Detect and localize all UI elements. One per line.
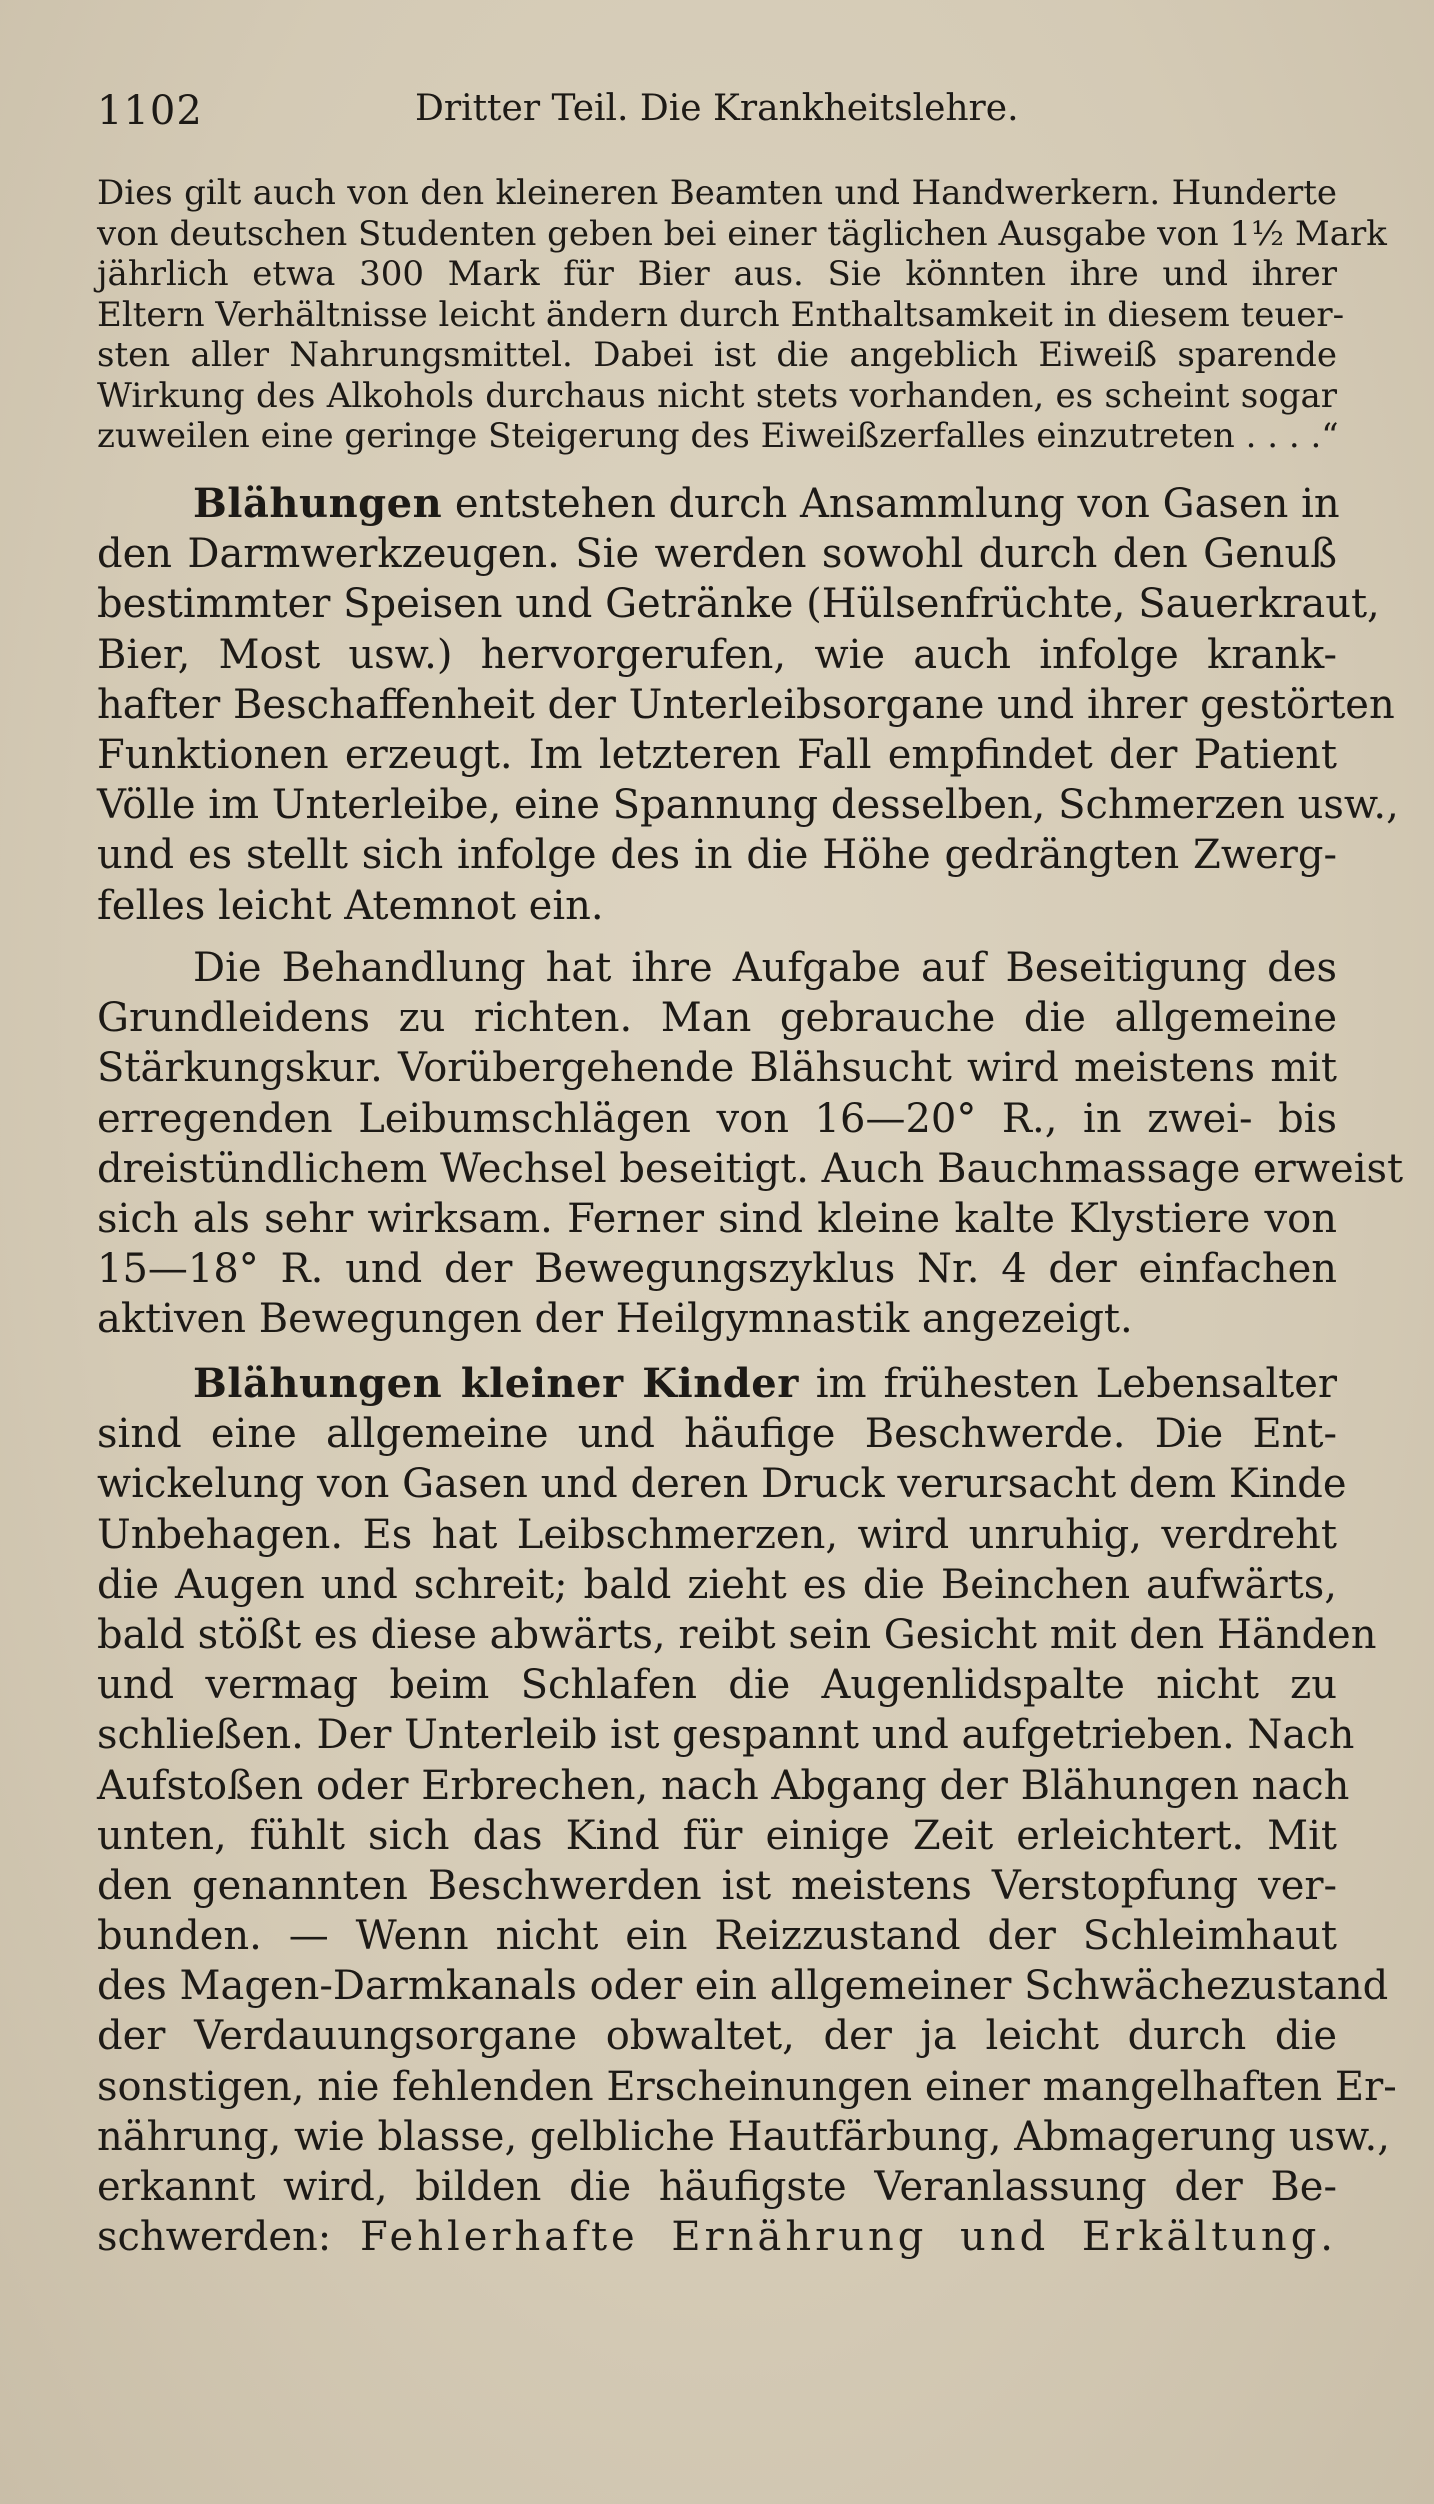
- first-line-text: entstehen durch Ansammlung von Gasen in: [442, 481, 1340, 527]
- quote-line: von deutschen Studenten geben bei einer täglichen Ausgabe von 1½ Mark: [97, 213, 1387, 254]
- paragraph-line: unten, fühlt sich das Kind für einige Zeit erleichtert. Mit: [97, 1812, 1337, 1859]
- paragraph-line: Bier, Most usw.) hervorgerufen, wie auch infolge krank-: [97, 631, 1337, 678]
- paragraph-behandlung: [97, 945, 1404, 1350]
- paragraph-line: nährung, wie blasse, gelbliche Hautfärbung, Abmagerung usw.,: [97, 2113, 1390, 2160]
- paragraph-line: Stärkungskur. Vorübergehende Blähsucht wird meistens mit: [97, 1045, 1337, 1092]
- paragraph-line: wickelung von Gasen und deren Druck verursacht dem Kinde: [97, 1461, 1347, 1508]
- quote-line: Dies gilt auch von den kleineren Beamten und Handwerkern. Hunderte: [97, 173, 1337, 213]
- paragraph-last-line: [97, 2214, 1338, 2261]
- quote-block: [97, 173, 1387, 460]
- quote-line: sten aller Nahrungsmittel. Dabei ist die angeblich Eiweiß sparende: [97, 335, 1337, 375]
- paragraph-line: Grundleidens zu richten. Man gebrauche die allgemeine: [97, 995, 1337, 1042]
- keyword-heading: Blähungen: [193, 480, 443, 527]
- paragraph-line: Unbehagen. Es hat Leibschmerzen, wird unruhig, verdreht: [97, 1511, 1337, 1558]
- paragraph-line: Völle im Unterleibe, eine Spannung desselben, Schmerzen usw.,: [97, 782, 1399, 829]
- quote-line: zuweilen eine geringe Steigerung des Eiweißzerfalles einzutreten . . . .“: [97, 416, 1339, 456]
- paragraph-line: sonstigen, nie fehlenden Erscheinungen einer mangelhaften Er-: [97, 2063, 1397, 2110]
- paragraph-blaehungen-kinder: [97, 1360, 1397, 2267]
- paragraph-line: Funktionen erzeugt. Im letzteren Fall empfindet der Patient: [97, 731, 1337, 778]
- paragraph-line: schließen. Der Unterleib ist gespannt und aufgetrieben. Nach: [97, 1712, 1355, 1759]
- paragraph-line: hafter Beschaffenheit der Unterleibsorgane und ihrer gestörten: [97, 681, 1395, 728]
- emphasized-text: Fehlerhafte Ernährung und Erkältung.: [359, 2214, 1338, 2261]
- paragraph-line: felles leicht Atemnot ein.: [97, 882, 604, 929]
- paragraph-line: Aufstoßen oder Erbrechen, nach Abgang der Blähungen nach: [97, 1762, 1350, 1809]
- keyword-heading: Blähungen kleiner Kinder: [193, 1360, 799, 1407]
- paragraph-first-line: [97, 480, 1340, 527]
- paragraph-line: 15—18° R. und der Bewegungszyklus Nr. 4 der einfachen: [97, 1246, 1337, 1293]
- paragraph-line: erregenden Leibumschlägen von 16—20° R., in zwei- bis: [97, 1095, 1337, 1142]
- last-line-text: schwerden:: [97, 2214, 360, 2261]
- paragraph-line: bald stößt es diese abwärts, reibt sein Gesicht mit den Händen: [97, 1611, 1377, 1658]
- paragraph-line: dreistündlichem Wechsel beseitigt. Auch Bauchmassage erweist: [97, 1145, 1404, 1192]
- paragraph-line: der Verdauungsorgane obwaltet, der ja leicht durch die: [97, 2013, 1337, 2060]
- paragraph-first-line: [97, 1360, 1337, 1407]
- paragraph-blaehungen: [97, 480, 1399, 936]
- quote-line: Wirkung des Alkohols durchaus nicht stets vorhanden, es scheint sogar: [97, 375, 1337, 416]
- running-head: Dritter Teil. Die Krankheitslehre.: [415, 88, 1019, 129]
- paragraph-line: aktiven Bewegungen der Heilgymnastik angezeigt.: [97, 1296, 1133, 1343]
- paragraph-line: erkannt wird, bilden die häufigste Veranlassung der Be-: [97, 2164, 1337, 2210]
- paragraph-line: bestimmter Speisen und Getränke (Hülsenfrüchte, Sauerkraut,: [97, 581, 1380, 628]
- paragraph-line: bunden. — Wenn nicht ein Reizzustand der Schleimhaut: [97, 1913, 1337, 1960]
- first-line-text: im frühesten Lebensalter: [798, 1361, 1337, 1407]
- paragraph-line: Die Behandlung hat ihre Aufgabe auf Beseitigung des: [193, 945, 1337, 991]
- paragraph-line: den Darmwerkzeugen. Sie werden sowohl durch den Genuß: [97, 531, 1337, 578]
- paragraph-line: die Augen und schreit; bald zieht es die Beinchen aufwärts,: [97, 1561, 1337, 1608]
- page-header: [97, 82, 1337, 142]
- paragraph-line: und es stellt sich infolge des in die Höhe gedrängten Zwerg-: [97, 832, 1337, 879]
- page-number: 1102: [97, 88, 203, 134]
- paragraph-line: sich als sehr wirksam. Ferner sind kleine kalte Klystiere von: [97, 1195, 1337, 1242]
- quote-line: jährlich etwa 300 Mark für Bier aus. Sie könnten ihre und ihrer: [97, 254, 1337, 294]
- paragraph-line: und vermag beim Schlafen die Augenlidspalte nicht zu: [97, 1662, 1337, 1709]
- quote-line: Eltern Verhältnisse leicht ändern durch Enthaltsamkeit in diesem teuer-: [97, 294, 1345, 335]
- paragraph-line: des Magen-Darmkanals oder ein allgemeiner Schwächezustand: [97, 1963, 1389, 2010]
- paragraph-line: den genannten Beschwerden ist meistens Verstopfung ver-: [97, 1862, 1337, 1909]
- paragraph-line: sind eine allgemeine und häufige Beschwerde. Die Ent-: [97, 1411, 1337, 1458]
